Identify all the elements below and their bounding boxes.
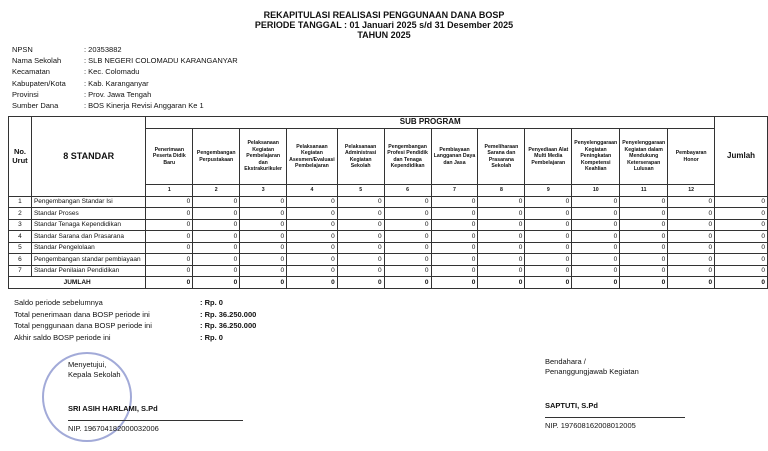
cell-value: 0 [620,219,668,231]
column-header: Penerimaan Peserta Didik Baru [146,129,193,185]
column-number: 10 [572,185,620,197]
cell-value: 0 [240,208,287,220]
row-number: 6 [9,254,32,266]
summary-row [14,332,256,344]
cell-value: 0 [525,265,572,277]
cell-value: 0 [287,196,338,208]
summary-row [14,320,256,332]
period-line: PERIODE TANGGAL : 01 Januari 2025 s/d 31 Desember 2025 [254,20,514,30]
cell-value: 0 [620,231,668,243]
cell-value: 0 [384,254,431,266]
treasurer-name: SAPTUTI, S.Pd [545,401,598,410]
cell-value: 0 [478,231,525,243]
cell-value: 0 [478,208,525,220]
cell-value: 0 [715,208,768,220]
column-number: 6 [384,185,431,197]
title-line: REKAPITULASI REALISASI PENGGUNAAN DANA BOSP [263,10,505,20]
cell-value: 0 [384,208,431,220]
cell-value: 0 [668,242,715,254]
cell-value: 0 [668,231,715,243]
column-number: 2 [193,185,240,197]
cell-value: 0 [146,254,193,266]
report-title [0,10,768,40]
cell-value: 0 [337,277,384,289]
cell-value: 0 [572,265,620,277]
cell-value: 0 [193,196,240,208]
summary-label: Akhir saldo BOSP periode ini [14,333,111,343]
cell-value: 0 [337,208,384,220]
cell-value: 0 [193,277,240,289]
principal-name: SRI ASIH HARLAMI, S.Pd [68,404,158,413]
info-row [12,66,238,77]
cell-value: 0 [620,277,668,289]
cell-value: 0 [240,265,287,277]
cell-value: 0 [525,231,572,243]
summary-value: : Rp. 36.250.000 [200,321,257,331]
cell-value: 0 [240,196,287,208]
cell-value: 0 [337,254,384,266]
cell-value: 0 [620,254,668,266]
column-number: 12 [668,185,715,197]
table-row [9,231,768,243]
cell-value: 0 [193,265,240,277]
cell-value: 0 [240,254,287,266]
principal-nip: NIP. 196704182000032006 [68,420,243,434]
info-row [12,100,238,111]
cell-value: 0 [146,265,193,277]
cell-value: 0 [146,242,193,254]
treasurer-title: Penanggungjawab Kegiatan [545,367,639,376]
column-number: 8 [478,185,525,197]
summary-value: : Rp. 0 [200,298,223,307]
cell-value: 0 [287,254,338,266]
summary-value: : Rp. 36.250.000 [200,309,257,319]
treasurer-nip: NIP. 197608162008012005 [545,417,685,431]
cell-value: 0 [572,219,620,231]
cell-value: 0 [193,231,240,243]
cell-value: 0 [431,277,478,289]
cell-value: 0 [337,231,384,243]
school-info [12,44,238,111]
info-row [12,89,238,100]
cell-value: 0 [193,208,240,220]
cell-value: 0 [668,277,715,289]
cell-value: 0 [337,265,384,277]
treasurer-label: Bendahara / [545,357,586,366]
principal-title: Kepala Sekolah [68,370,121,379]
cell-value: 0 [193,254,240,266]
cell-value: 0 [572,231,620,243]
cell-value: 0 [384,265,431,277]
cell-value: 0 [525,242,572,254]
cell-value: 0 [384,231,431,243]
standard-name: Standar Proses [31,208,145,220]
cell-value: 0 [478,254,525,266]
cell-value: 0 [620,208,668,220]
cell-value: 0 [431,208,478,220]
info-label: Kabupaten/Kota [12,78,66,88]
cell-value: 0 [287,219,338,231]
table-row [9,242,768,254]
cell-value: 0 [193,242,240,254]
standar-header: 8 STANDAR [31,117,145,197]
info-row [12,78,238,89]
table-row [9,196,768,208]
cell-value: 0 [240,231,287,243]
cell-value: 0 [525,196,572,208]
cell-value: 0 [572,277,620,289]
cell-value: 0 [240,242,287,254]
info-label: NPSN [12,45,33,54]
row-number: 1 [9,196,32,208]
cell-value: 0 [146,277,193,289]
cell-value: 0 [715,277,768,289]
column-number: 5 [337,185,384,197]
table-row [9,277,768,289]
cell-value: 0 [668,208,715,220]
cell-value: 0 [715,196,768,208]
cell-value: 0 [431,196,478,208]
cell-value: 0 [668,219,715,231]
summary-row [14,297,256,309]
cell-value: 0 [287,208,338,220]
column-number: 11 [620,185,668,197]
cell-value: 0 [478,265,525,277]
column-header: Pengembangan Profesi Pendidik dan Tenaga Kependidikan [384,129,431,185]
cell-value: 0 [715,219,768,231]
cell-value: 0 [668,254,715,266]
cell-value: 0 [384,277,431,289]
standard-name: Pengembangan Standar Isi [31,196,145,208]
cell-value: 0 [384,219,431,231]
cell-value: 0 [478,277,525,289]
cell-value: 0 [478,219,525,231]
row-number: 7 [9,265,32,277]
cell-value: 0 [287,277,338,289]
standard-name: Pengembangan standar pembiayaan [31,254,145,266]
no-header: No. Urut [9,117,32,197]
info-row [12,44,238,55]
column-header: Penyelenggaraan Kegiatan dalam Mendukung Keterserapan Lulusan [620,129,668,185]
column-header: Pelaksanaan Kegiatan Pembelajaran dan Ekstrakurikuler [240,129,287,185]
column-number: 9 [525,185,572,197]
cell-value: 0 [431,219,478,231]
column-number: 1 [146,185,193,197]
table-row [9,265,768,277]
cell-value: 0 [572,208,620,220]
cell-value: 0 [668,265,715,277]
cell-value: 0 [525,277,572,289]
info-value: : Prov. Jawa Tengah [84,89,152,99]
cell-value: 0 [668,196,715,208]
row-number: 3 [9,219,32,231]
row-number: 4 [9,231,32,243]
cell-value: 0 [620,196,668,208]
summary-label: Total penggunaan dana BOSP periode ini [14,321,152,331]
info-row [12,55,238,66]
info-value: : SLB NEGERI COLOMADU KARANGANYAR [84,56,238,66]
cell-value: 0 [146,231,193,243]
cell-value: 0 [431,231,478,243]
standard-name: Standar Sarana dan Prasarana [31,231,145,243]
column-header: Pelaksanaan Administrasi Kegiatan Sekolah [337,129,384,185]
column-header: Pengembangan Perpustakaan [193,129,240,185]
signature [68,380,243,404]
cell-value: 0 [572,242,620,254]
column-header: Pembayaran Honor [668,129,715,185]
signature [545,377,685,401]
column-header: Penyediaan Alat Multi Media Pembelajaran [525,129,572,185]
info-label: Nama Sekolah [12,56,62,66]
table-row [9,208,768,220]
cell-value: 0 [240,277,287,289]
realization-table [8,116,768,289]
info-value: : BOS Kinerja Revisi Anggaran Ke 1 [84,101,204,111]
cell-value: 0 [337,242,384,254]
cell-value: 0 [715,265,768,277]
cell-value: 0 [431,242,478,254]
info-label: Sumber Dana [12,101,59,111]
column-header: Pelaksanaan Kegiatan Asesmen/Evaluasi Pembelajaran [287,129,338,185]
column-number: 7 [431,185,478,197]
info-value: : 20353882 [84,45,122,54]
cell-value: 0 [337,219,384,231]
cell-value: 0 [384,196,431,208]
cell-value: 0 [287,231,338,243]
cell-value: 0 [146,219,193,231]
column-header: Pemeliharaan Sarana dan Prasarana Sekolah [478,129,525,185]
column-header: Penyelenggaraan Kegiatan Peningkatan Kompetensi Keahlian [572,129,620,185]
cell-value: 0 [431,265,478,277]
table-row [9,219,768,231]
cell-value: 0 [715,242,768,254]
cell-value: 0 [337,196,384,208]
cell-value: 0 [525,219,572,231]
summary-value: : Rp. 0 [200,333,223,343]
treasurer-signature-block [545,357,685,431]
cell-value: 0 [384,242,431,254]
cell-value: 0 [240,219,287,231]
cell-value: 0 [620,242,668,254]
cell-value: 0 [431,254,478,266]
standard-name: JUMLAH [9,277,146,289]
standard-name: Standar Tenaga Kependidikan [31,219,145,231]
standard-name: Standar Penilaian Pendidikan [31,265,145,277]
year-line: TAHUN 2025 [357,30,411,40]
standard-name: Standar Pengelolaan [31,242,145,254]
row-number: 5 [9,242,32,254]
column-number: 4 [287,185,338,197]
info-value: : Kec. Colomadu [84,67,140,77]
cell-value: 0 [478,242,525,254]
cell-value: 0 [620,265,668,277]
jumlah-header: Jumlah [715,117,768,197]
info-label: Kecamatan [12,67,50,77]
cell-value: 0 [146,208,193,220]
cell-value: 0 [478,196,525,208]
column-number: 3 [240,185,287,197]
summary-label: Saldo periode sebelumnya [14,298,103,307]
row-number: 2 [9,208,32,220]
cell-value: 0 [287,265,338,277]
cell-value: 0 [572,254,620,266]
info-value: : Kab. Karanganyar [84,78,149,88]
cell-value: 0 [146,196,193,208]
cell-value: 0 [525,208,572,220]
column-header: Pembiayaan Langganan Daya dan Jasa [431,129,478,185]
cell-value: 0 [572,196,620,208]
cell-value: 0 [193,219,240,231]
sub-program-header: SUB PROGRAM [146,117,715,129]
cell-value: 0 [715,254,768,266]
table-row [9,254,768,266]
balance-summary [14,297,256,344]
cell-value: 0 [525,254,572,266]
summary-label: Total penerimaan dana BOSP periode ini [14,309,150,319]
approval-label: Menyetujui, [68,360,107,369]
cell-value: 0 [287,242,338,254]
principal-signature-block [68,360,243,434]
summary-row [14,309,256,321]
cell-value: 0 [715,231,768,243]
info-label: Provinsi [12,89,39,99]
